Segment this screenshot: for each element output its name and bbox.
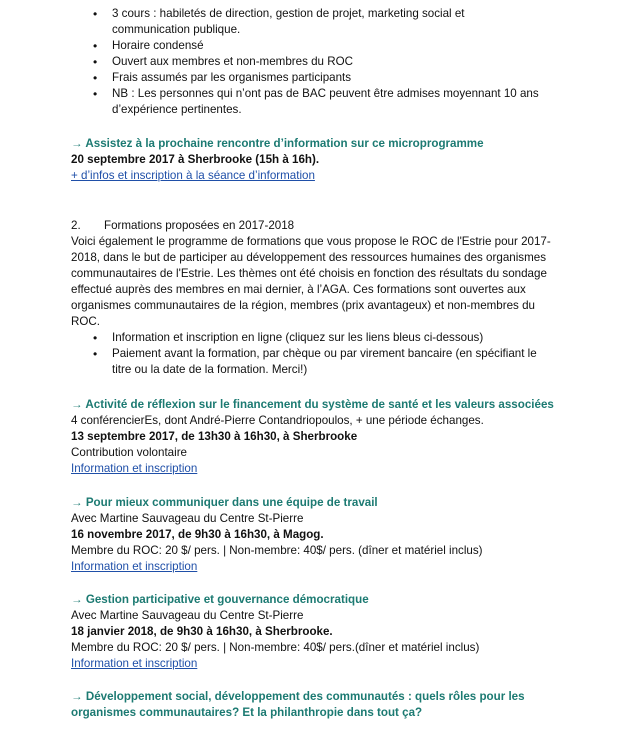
event-registration-link[interactable]: Information et inscription xyxy=(71,657,198,670)
info-session-heading: → Assistez à la prochaine rencontre d’information sur ce microprogramme xyxy=(71,137,484,150)
section-bullet-list xyxy=(71,330,541,378)
event-date: 18 janvier 2018, de 9h30 à 16h30, à Sherbrooke. xyxy=(71,625,333,638)
list-item: • 3 cours : habiletés de direction, gestion de projet, marketing social et communication publique. xyxy=(71,6,541,38)
section-paragraph: Voici également le programme de formations que vous propose le ROC de l'Estrie pour 2017-2018, dans le but de participer au développement des ressources humaines des organismes communautaires de l'Estrie. Les thèmes ont été choisis en fonction des résultats du sondage effectué auprès des membres en mai dernier, à l’AGA. Ces formations sont ouvertes aux organismes communautaires de la région, membres (prix avantageux) et non-membres du ROC. xyxy=(71,235,551,328)
event-registration-link[interactable]: Information et inscription xyxy=(71,560,198,573)
list-item: • Horaire condensé xyxy=(71,38,541,54)
event-price: Membre du ROC: 20 $/ pers. | Non-membre: 40$/ pers.(dîner et matériel inclus) xyxy=(71,641,480,654)
info-session-block xyxy=(71,136,561,184)
list-item: • Frais assumés par les organismes participants xyxy=(71,70,541,86)
section-title-text: Formations proposées en 2017-2018 xyxy=(104,219,295,232)
section-title xyxy=(71,218,561,234)
info-session-date: 20 septembre 2017 à Sherbrooke (15h à 16h). xyxy=(71,153,320,166)
event-trainer: Avec Martine Sauvageau du Centre St-Pierre xyxy=(71,609,304,622)
event-block xyxy=(71,689,541,721)
event-date: 16 novembre 2017, de 9h30 à 16h30, à Magog. xyxy=(71,528,324,541)
event-date: 13 septembre 2017, de 13h30 à 16h30, à Sherbrooke xyxy=(71,430,358,443)
list-item: • NB : Les personnes qui n’ont pas de BAC peuvent être admises moyennant 10 ans d’expérience pertinentes. xyxy=(71,86,541,118)
event-heading: → Développement social, développement des communautés : quels rôles pour les organismes communautaires? Et la philanthropie dans tout ça? xyxy=(71,690,525,719)
section-number: 2. xyxy=(71,219,81,232)
list-item: • Paiement avant la formation, par chèque ou par virement bancaire (en spécifiant le titre ou la date de la formation. Merci!) xyxy=(71,346,541,378)
event-block xyxy=(71,495,561,575)
event-heading: → Activité de réflexion sur le financement du système de santé et les valeurs associées xyxy=(71,398,554,411)
event-block xyxy=(71,592,561,672)
list-item: • Ouvert aux membres et non-membres du ROC xyxy=(71,54,541,70)
event-trainer: Avec Martine Sauvageau du Centre St-Pierre xyxy=(71,512,304,525)
event-heading: → Gestion participative et gouvernance démocratique xyxy=(71,593,369,606)
microprogram-bullet-list xyxy=(71,6,541,118)
event-registration-link[interactable]: Information et inscription xyxy=(71,462,198,475)
list-item: • Information et inscription en ligne (cliquez sur les liens bleus ci-dessous) xyxy=(71,330,541,346)
section-2 xyxy=(71,218,561,378)
event-block xyxy=(71,397,561,477)
info-session-link[interactable]: + d’infos et inscription à la séance d’information xyxy=(71,169,315,182)
event-heading: → Pour mieux communiquer dans une équipe de travail xyxy=(71,496,378,509)
event-price: Contribution volontaire xyxy=(71,446,188,459)
event-speakers: 4 conférencierEs, dont André-Pierre Contandriopoulos, + une période échanges. xyxy=(71,414,484,427)
event-price: Membre du ROC: 20 $/ pers. | Non-membre: 40$/ pers. (dîner et matériel inclus) xyxy=(71,544,483,557)
